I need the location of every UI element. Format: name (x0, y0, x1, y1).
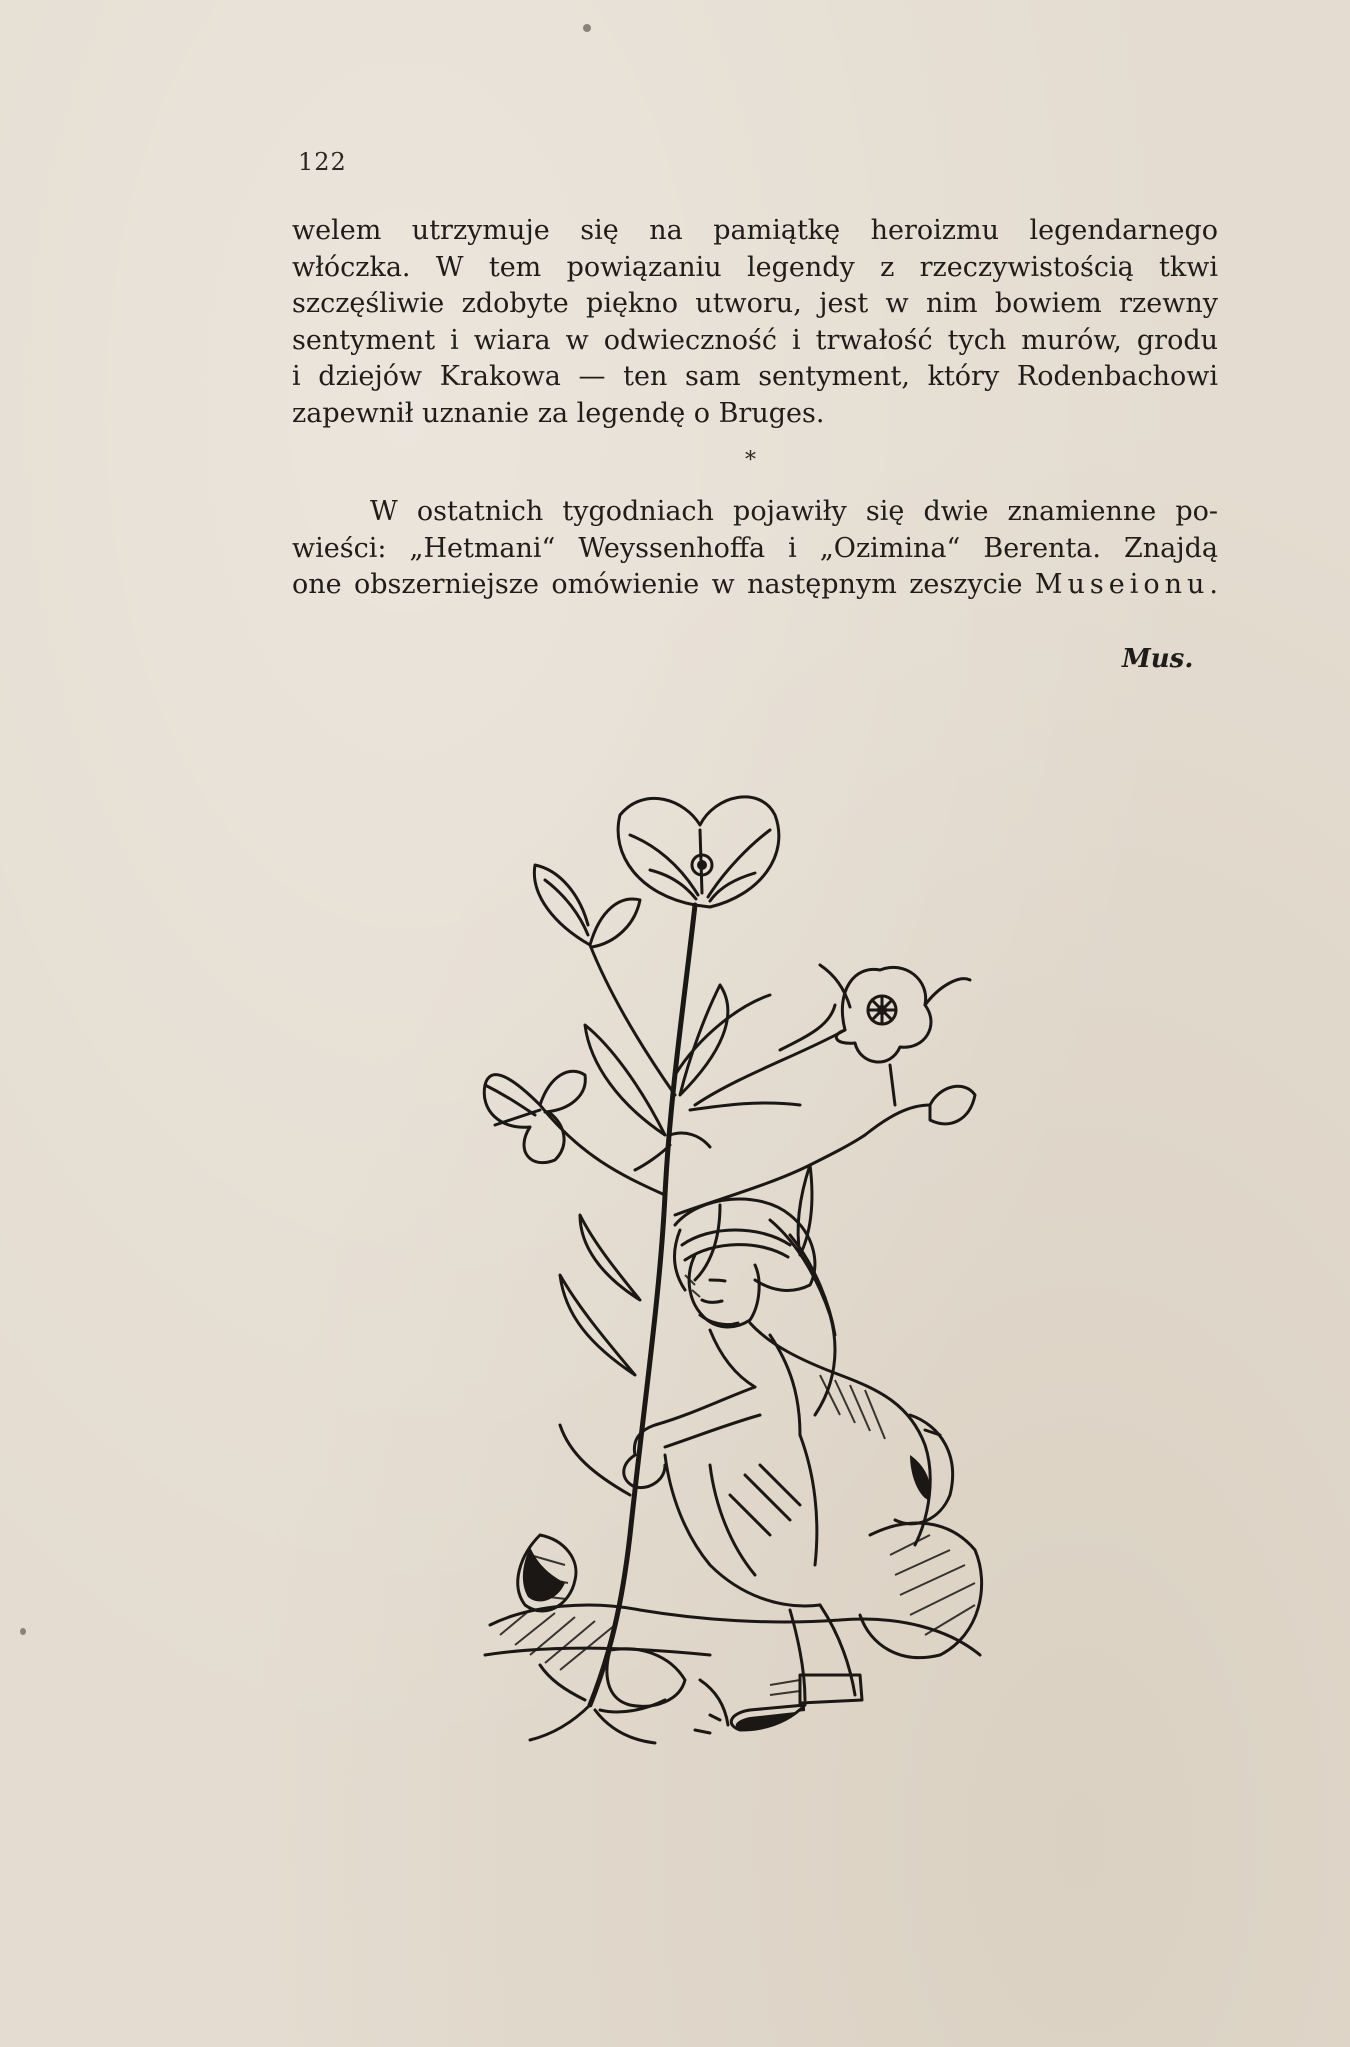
text-segment: one obszerniejsze omówienie w następnym zeszycie (292, 569, 1035, 600)
flower-bud-upper-left (534, 865, 675, 1095)
flower-top (618, 797, 779, 907)
paper-speck (583, 24, 591, 32)
paragraph-new-novels (292, 494, 1218, 604)
author-signature: Mus. (1122, 644, 1194, 674)
roots-ground (530, 1649, 728, 1743)
text-line: szczęśliwie zdobyte piękno utworu, jest w nim bowiem rzewny (292, 288, 1218, 319)
woodcut-illustration (470, 775, 1030, 1755)
stem-leaves (560, 985, 975, 1495)
text-line: welem utrzymuje się na pamiątkę heroizmu legendarnego (292, 215, 1218, 246)
section-separator: * (745, 448, 756, 473)
text-line: W ostatnich tygodniach pojawiły się dwie znamienne po- (370, 496, 1218, 527)
text-segment: . (1209, 569, 1218, 600)
text-line: wieści: „Hetmani“ Weyssenhoffa i „Ozimina“ Berenta. Znajdą (292, 532, 1218, 564)
text-line: włóczka. W tem powiązaniu legendy z rzeczywistością tkwi (292, 251, 1218, 283)
page-number: 122 (298, 148, 347, 176)
text-line-last (292, 567, 1218, 604)
text-line: zapewnił uznanie za legendę o Bruges. (292, 397, 825, 429)
text-line: i dziejów Krakowa — ten sam sentyment, który Rodenbachowi (292, 361, 1218, 392)
text-line: sentyment i wiara w odwieczność i trwałość tych murów, grodu (292, 324, 1218, 356)
flower-right (695, 965, 970, 1105)
journal-title: Museionu (1034, 569, 1210, 600)
paper-speck (20, 1628, 26, 1635)
paragraph-legend (292, 213, 1218, 432)
